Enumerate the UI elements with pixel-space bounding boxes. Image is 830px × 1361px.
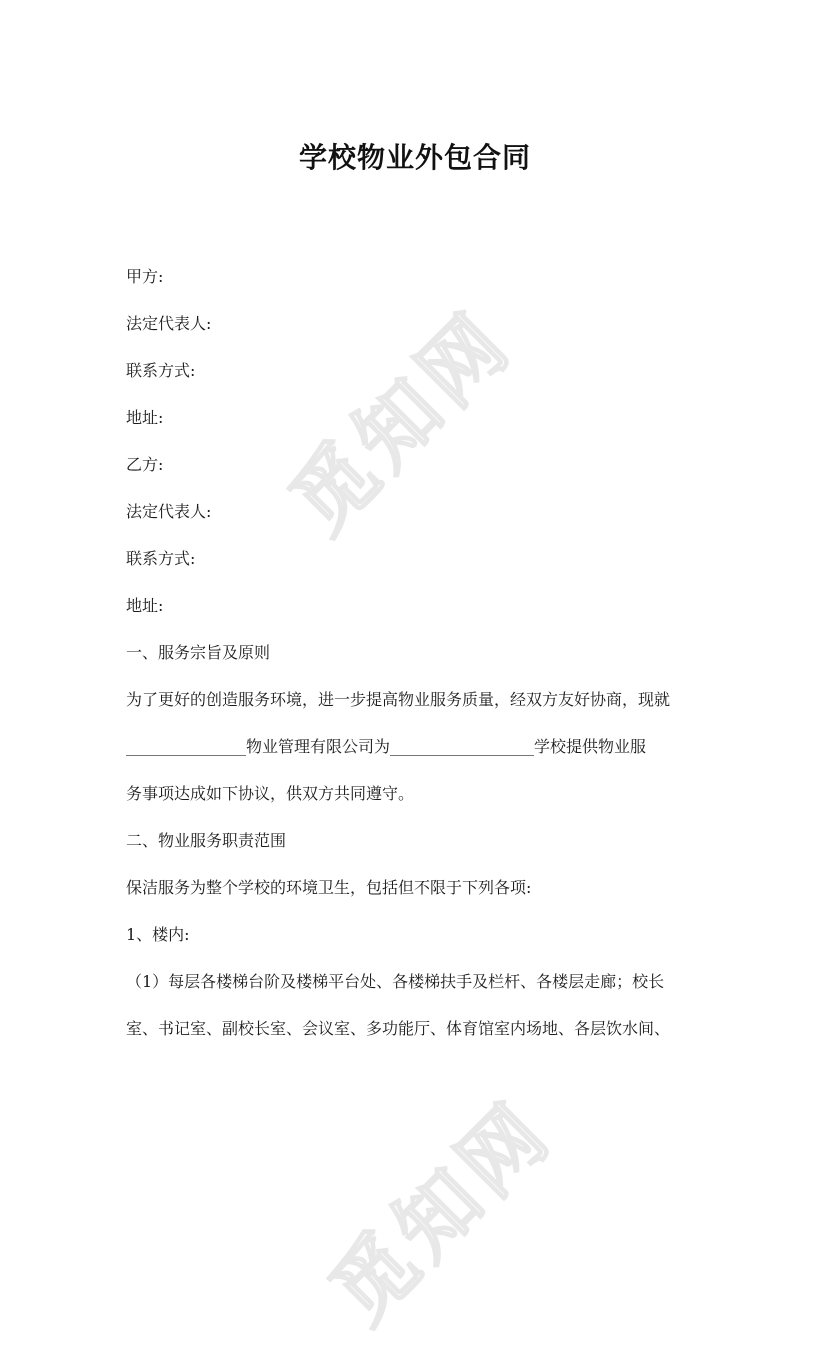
party-a-contact: 联系方式: xyxy=(126,361,196,380)
watermark-text: 觅知网 xyxy=(272,293,532,552)
paragraph-line: _______________物业管理有限公司为__________________学校提供物业服 xyxy=(126,737,647,756)
watermark-text-bottom: 觅知网 xyxy=(312,1083,572,1342)
party-b-legal-rep: 法定代表人: xyxy=(126,502,212,521)
subsection-heading: 1、楼内: xyxy=(126,925,190,944)
document-title: 学校物业外包合同 xyxy=(298,141,531,174)
party-b-address: 地址: xyxy=(126,596,164,615)
section-1-heading: 一、服务宗旨及原则 xyxy=(126,643,271,662)
paragraph-line: （1）每层各楼梯台阶及楼梯平台处、各楼梯扶手及栏杆、各楼层走廊；校长 xyxy=(126,972,665,991)
paragraph-line: 室、书记室、副校长室、会议室、多功能厅、体育馆室内场地、各层饮水间、 xyxy=(126,1019,671,1038)
party-b-label: 乙方: xyxy=(126,455,164,474)
document-body xyxy=(126,258,726,1057)
paragraph-line: 保洁服务为整个学校的环境卫生，包括但不限于下列各项: xyxy=(126,878,532,897)
watermark-bottom xyxy=(294,1029,626,1361)
paragraph-line: 务事项达成如下协议，供双方共同遵守。 xyxy=(126,784,415,803)
party-a-legal-rep: 法定代表人: xyxy=(126,314,212,333)
party-a-label: 甲方: xyxy=(126,267,164,286)
party-a-address: 地址: xyxy=(126,408,164,427)
paragraph-line: 为了更好的创造服务环境，进一步提高物业服务质量，经双方友好协商，现就 xyxy=(126,690,671,709)
party-b-contact: 联系方式: xyxy=(126,549,196,568)
section-2-heading: 二、物业服务职责范围 xyxy=(126,831,287,850)
